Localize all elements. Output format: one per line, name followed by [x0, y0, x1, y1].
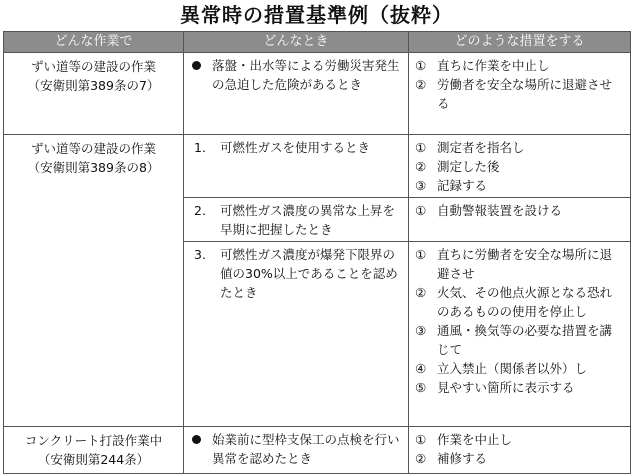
condition-cell	[184, 242, 409, 427]
measure-item	[415, 157, 624, 176]
header-measure: どのような措置をする	[409, 32, 631, 53]
measure-item	[415, 56, 624, 75]
measure-number: ①	[415, 140, 427, 155]
condition-cell	[184, 135, 409, 198]
bullet-icon	[190, 56, 212, 94]
header-row	[4, 32, 631, 53]
measure-number: ③	[415, 323, 427, 338]
measure-item	[415, 75, 624, 113]
condition-number: 3.	[194, 247, 206, 262]
condition-text: 始業前に型枠支保工の点検を行い異常を認めたとき	[212, 432, 400, 466]
condition-cell	[184, 198, 409, 242]
work-cell	[4, 53, 184, 135]
measure-number: ①	[415, 58, 427, 73]
measure-text: 直ちに労働者を安全な場所に退避させ	[437, 247, 613, 281]
measure-cell	[409, 427, 631, 474]
measure-item	[415, 430, 624, 449]
measure-number: ②	[415, 77, 427, 92]
measure-number: ②	[415, 159, 427, 174]
condition-cell	[184, 53, 409, 135]
measure-number: ①	[415, 203, 427, 218]
condition-text: 可燃性ガス濃度の異常な上昇を早期に把握したとき	[220, 203, 396, 237]
work-cell	[4, 135, 184, 427]
measure-text: 労働者を安全な場所に退避させる	[437, 77, 613, 111]
measure-item	[415, 283, 624, 321]
measure-text: 立入禁止（関係者以外）し	[437, 361, 588, 376]
measure-item	[415, 201, 624, 220]
measure-item	[415, 245, 624, 283]
condition-item	[190, 56, 402, 94]
measure-item	[415, 449, 624, 468]
condition-text: 可燃性ガス濃度が爆発下限界の値の30%以上であることを認めたとき	[220, 247, 398, 300]
measure-text: 記録する	[437, 178, 488, 193]
condition-item	[190, 201, 402, 239]
measure-text: 作業を中止し	[437, 432, 513, 447]
bullet-dot	[192, 435, 201, 444]
measure-text: 補修する	[437, 451, 488, 466]
measure-cell	[409, 242, 631, 427]
condition-item	[190, 245, 402, 302]
condition-text: 可燃性ガスを使用するとき	[220, 140, 371, 155]
measure-number: ①	[415, 432, 427, 447]
measure-cell	[409, 53, 631, 135]
measure-text: 測定者を指名し	[437, 140, 525, 155]
measure-number: ③	[415, 178, 427, 193]
measure-text: 通風・換気等の必要な措置を講じて	[437, 323, 613, 357]
condition-number: 2.	[194, 203, 206, 218]
table-body	[4, 53, 631, 474]
work-name: ずい道等の建設の作業	[30, 141, 156, 156]
measure-text: 自動警報装置を設ける	[437, 203, 563, 218]
bullet-icon	[190, 430, 212, 468]
measure-item	[415, 176, 624, 195]
measure-number: ①	[415, 247, 427, 262]
bullet-dot	[192, 61, 201, 70]
measure-number: ⑤	[415, 380, 427, 395]
measure-text: 見やすい箇所に表示する	[437, 380, 575, 395]
measure-number: ④	[415, 361, 427, 376]
criteria-table	[3, 31, 631, 474]
page-title: 異常時の措置基準例（抜粋）	[180, 3, 453, 27]
table-row	[4, 53, 631, 135]
header-condition: どんなとき	[184, 32, 409, 53]
work-name: コンクリート打設作業中	[24, 433, 163, 448]
measure-item	[415, 378, 624, 397]
regulation-ref: （安衛則第389条の8）	[27, 160, 160, 175]
measure-item	[415, 321, 624, 359]
measure-item	[415, 138, 624, 157]
condition-cell	[184, 427, 409, 474]
work-name: ずい道等の建設の作業	[30, 59, 156, 74]
condition-item	[190, 138, 402, 157]
table-row	[4, 427, 631, 474]
measure-item	[415, 359, 624, 378]
measure-text: 測定した後	[437, 159, 500, 174]
measure-text: 直ちに作業を中止し	[437, 58, 550, 73]
regulation-ref: （安衛則第389条の7）	[27, 78, 160, 93]
regulation-ref: （安衛則第244条）	[37, 452, 150, 467]
table-row	[4, 135, 631, 198]
condition-text: 落盤・出水等による労働災害発生の急迫した危険があるとき	[212, 58, 400, 92]
measure-text: 火気、その他点火源となる恐れのあるものの使用を停止し	[437, 285, 613, 319]
condition-number: 1.	[194, 140, 206, 155]
measure-cell	[409, 135, 631, 198]
measure-cell	[409, 198, 631, 242]
measure-number: ②	[415, 451, 427, 466]
header-work: どんな作業で	[4, 32, 184, 53]
measure-number: ②	[415, 285, 427, 300]
work-cell	[4, 427, 184, 474]
condition-item	[190, 430, 402, 468]
